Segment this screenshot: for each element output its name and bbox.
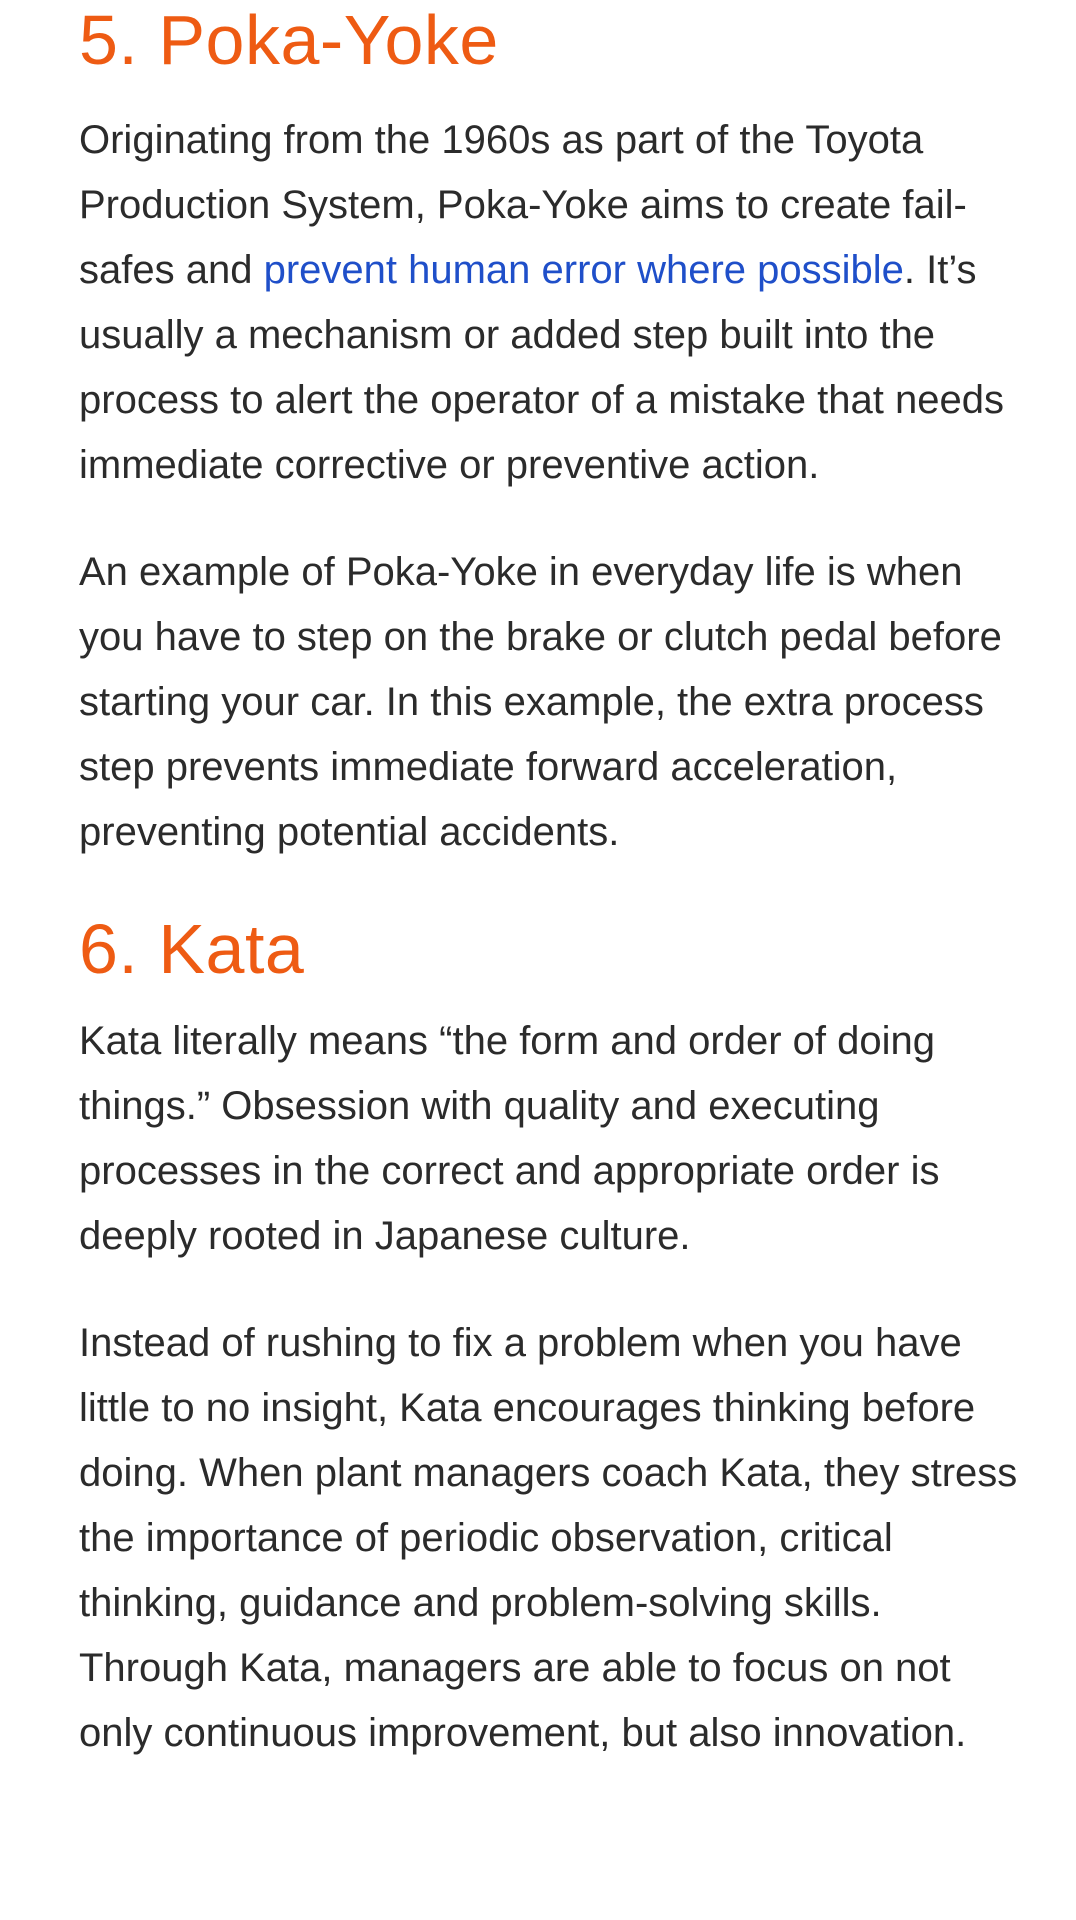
paragraph-kata-coaching: Instead of rushing to fix a problem when you have little to no insight, Kata encourages thinking before doing. When plant managers coach Kata, they stress the importance of periodic observation, critical thinking, guidance and problem-solving skills. Through Kata, managers are able to focus on not only continuous improvement, but also innovation.: [79, 1321, 1018, 1755]
paragraph-kata-definition: Kata literally means “the form and order of doing things.” Obsession with quality and executing processes in the correct and appropriate order is deeply rooted in Japanese culture.: [79, 1019, 940, 1258]
section-heading-kata: 6. Kata: [79, 910, 305, 988]
paragraph-text: . It’s usually a mechanism or added step built into the process to alert the operator of a mistake that needs immediate corrective or preventive action.: [79, 248, 1004, 487]
article-body: [79, 0, 1019, 1766]
paragraph-text: Originating from the 1960s as part of the Toyota Production System, Poka-Yoke aims to create fail-safes and: [79, 118, 967, 292]
paragraph-poka-yoke-intro: [79, 108, 1019, 498]
paragraph-poka-yoke-example: An example of Poka-Yoke in everyday life is when you have to step on the brake or clutch pedal before starting your car. In this example, the extra process step prevents immediate forward acceleration, preventing potential accidents.: [79, 550, 1002, 854]
prevent-human-error-link[interactable]: prevent human error where possible: [263, 248, 904, 292]
section-heading-poka-yoke: 5. Poka-Yoke: [79, 1, 499, 79]
